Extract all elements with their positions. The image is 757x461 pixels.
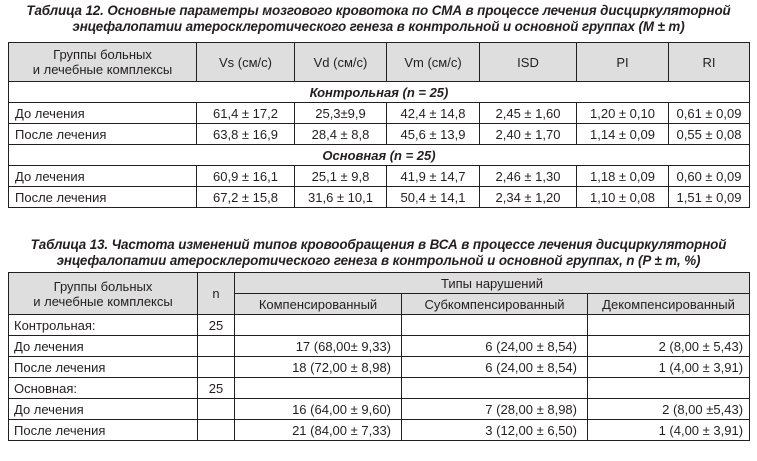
cell-n: 25 <box>198 378 235 399</box>
cell-pi: 1,18 ± 0,09 <box>577 166 669 187</box>
table-13-caption <box>0 237 757 269</box>
cell-subcompensated <box>402 315 588 336</box>
table-row-group-main <box>9 378 750 399</box>
group-header-line-2: и лечебные комплексы <box>32 62 173 77</box>
column-header-isd: ISD <box>480 43 577 82</box>
row-label: После лечения <box>9 420 198 441</box>
cell-ri: 1,51 ± 0,09 <box>669 187 750 208</box>
row-label: Основная: <box>9 378 198 399</box>
row-label: До лечения <box>9 166 197 187</box>
row-label: До лечения <box>9 103 197 124</box>
cell-isd: 2,34 ± 1,20 <box>480 187 577 208</box>
table-12-caption-line-2: энцефалопатии атеросклеротического генеза в контрольной и основной группах (M ± m) <box>72 19 685 34</box>
group-header-line-1: Группы больных <box>53 47 152 62</box>
cell-vd: 31,6 ± 10,1 <box>295 187 387 208</box>
cell-n <box>198 357 235 378</box>
cell-isd: 2,45 ± 1,60 <box>480 103 577 124</box>
table-13-header-row-1 <box>9 273 750 294</box>
cell-isd: 2,46 ± 1,30 <box>480 166 577 187</box>
cell-vs: 63,8 ± 16,9 <box>197 124 295 145</box>
cell-pi: 1,10 ± 0,08 <box>577 187 669 208</box>
column-header-n: n <box>198 273 235 315</box>
cell-ri: 0,61 ± 0,09 <box>669 103 750 124</box>
cell-decompensated <box>588 378 750 399</box>
table-12-group-header <box>9 43 197 82</box>
table-row <box>9 124 750 145</box>
column-header-compensated: Компенсированный <box>235 294 402 315</box>
cell-pi: 1,20 ± 0,10 <box>577 103 669 124</box>
cell-subcompensated: 6 (24,00 ± 8,54) <box>402 357 588 378</box>
cell-compensated <box>235 315 402 336</box>
cell-vs: 60,9 ± 16,1 <box>197 166 295 187</box>
section-row-control <box>9 82 750 103</box>
group-header-line-2: и лечебные комплексы <box>33 293 173 309</box>
table-12-caption-line-1: Таблица 12. Основные параметры мозгового кровотока по СМА в процессе лечения дисциркуляторной <box>26 3 731 18</box>
cell-vd: 25,3±9,9 <box>295 103 387 124</box>
column-header-ri: RI <box>669 43 750 82</box>
cell-vm: 45,6 ± 13,9 <box>387 124 480 145</box>
table-13-caption-line-2: энцефалопатии атеросклеротического генеза в контрольной и основной группах, n (P ± m, %) <box>56 253 701 268</box>
table-13-group-header <box>9 273 198 315</box>
cell-vd: 25,1 ± 9,8 <box>295 166 387 187</box>
cell-vm: 50,4 ± 14,1 <box>387 187 480 208</box>
column-header-vs: Vs (см/с) <box>197 43 295 82</box>
cell-pi: 1,14 ± 0,09 <box>577 124 669 145</box>
group-header-line-1: Группы больных <box>53 278 153 294</box>
column-header-pi: PI <box>577 43 669 82</box>
table-13 <box>8 272 750 441</box>
column-header-types: Типы нарушений <box>235 273 750 294</box>
cell-ri: 0,55 ± 0,08 <box>669 124 750 145</box>
row-label: Контрольная: <box>9 315 198 336</box>
section-row-main <box>9 145 750 166</box>
cell-vs: 61,4 ± 17,2 <box>197 103 295 124</box>
table-row-group-control <box>9 315 750 336</box>
table-13-caption-line-1: Таблица 13. Частота изменений типов кровообращения в ВСА в процессе лечения дисциркуляторной <box>30 237 727 252</box>
cell-vm: 42,4 ± 14,8 <box>387 103 480 124</box>
cell-vs: 67,2 ± 15,8 <box>197 187 295 208</box>
cell-decompensated: 1 (4,00 ± 3,91) <box>588 357 750 378</box>
table-12-header-row <box>9 43 750 82</box>
table-row <box>9 357 750 378</box>
cell-n <box>198 420 235 441</box>
section-title: Основная (n = 25) <box>9 145 750 166</box>
table-row <box>9 103 750 124</box>
row-label: После лечения <box>9 357 198 378</box>
row-label: До лечения <box>9 399 198 420</box>
cell-decompensated: 2 (8,00 ± 5,43) <box>588 336 750 357</box>
section-title: Контрольная (n = 25) <box>9 82 750 103</box>
row-label: До лечения <box>9 336 198 357</box>
cell-compensated <box>235 378 402 399</box>
table-row <box>9 187 750 208</box>
column-header-decompensated: Декомпенсированный <box>588 294 750 315</box>
cell-subcompensated: 6 (24,00 ± 8,54) <box>402 336 588 357</box>
cell-n <box>198 399 235 420</box>
cell-decompensated <box>588 315 750 336</box>
table-row <box>9 336 750 357</box>
row-label: После лечения <box>9 124 197 145</box>
cell-vd: 28,4 ± 8,8 <box>295 124 387 145</box>
cell-compensated: 17 (68,00± 9,33) <box>235 336 402 357</box>
table-row <box>9 399 750 420</box>
table-12 <box>8 42 750 208</box>
cell-n: 25 <box>198 315 235 336</box>
column-header-vd: Vd (см/с) <box>295 43 387 82</box>
cell-decompensated: 2 (8,00 ±5,43) <box>588 399 750 420</box>
table-row <box>9 166 750 187</box>
cell-subcompensated: 3 (12,00 ± 6,50) <box>402 420 588 441</box>
cell-compensated: 21 (84,00 ± 7,33) <box>235 420 402 441</box>
cell-vm: 41,9 ± 14,7 <box>387 166 480 187</box>
cell-compensated: 16 (64,00 ± 9,60) <box>235 399 402 420</box>
cell-subcompensated: 7 (28,00 ± 8,98) <box>402 399 588 420</box>
cell-compensated: 18 (72,00 ± 8,98) <box>235 357 402 378</box>
table-12-caption <box>0 3 757 35</box>
cell-n <box>198 336 235 357</box>
cell-decompensated: 1 (4,00 ± 3,91) <box>588 420 750 441</box>
column-header-subcompensated: Субкомпенсированный <box>402 294 588 315</box>
cell-isd: 2,40 ± 1,70 <box>480 124 577 145</box>
column-header-vm: Vm (см/с) <box>387 43 480 82</box>
cell-ri: 0,60 ± 0,09 <box>669 166 750 187</box>
row-label: После лечения <box>9 187 197 208</box>
table-row <box>9 420 750 441</box>
cell-subcompensated <box>402 378 588 399</box>
